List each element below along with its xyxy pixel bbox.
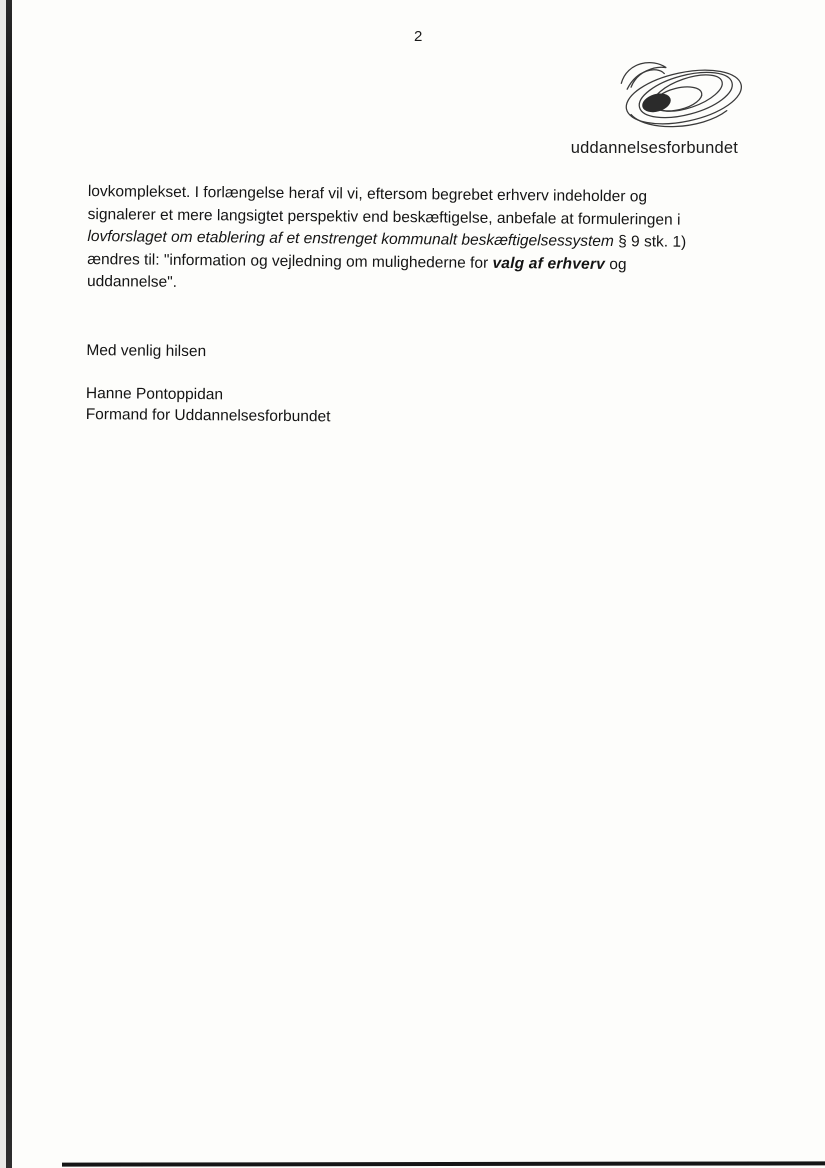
text-segment-section-ref: § 9 stk. 1) [613,233,687,251]
letter-body [86,181,778,432]
text-segment-bold-italic-emphasis: valg af erhverv [492,254,606,273]
text-segment: uddannelse". [86,272,178,291]
text-segment: ændres til: "information og vejledning om mulighederne for [87,250,493,272]
swirl-logo-icon [606,54,746,138]
text-segment-italic-law-title: lovforslaget om etablering af et enstrenget kommunalt beskæftigelsessystem [87,227,614,251]
signer-title: Formand for Uddannelsesforbundet [85,405,331,426]
letter-paragraph [87,181,778,300]
page-number: 2 [414,28,423,45]
text-segment: signalerer et mere langsigtet perspektiv end beskæftigelse, anbefale at formuleringen i [87,205,681,229]
logo [545,54,738,158]
scan-edge-left-artifact [6,0,12,1168]
closing-salutation: Med venlig hilsen [86,341,207,360]
logo-wordmark: uddannelsesforbundet [570,139,738,157]
text-segment: lovkomplekset. I forlængelse heraf vil vi, eftersom begrebet erhverv indeholder og [87,182,648,206]
signature-block [86,383,776,432]
signer-name: Hanne Pontoppidan [85,384,224,404]
text-segment: og [604,255,627,273]
scan-noise-speckles [0,0,2,2]
scan-edge-bottom-artifact [62,1161,825,1166]
